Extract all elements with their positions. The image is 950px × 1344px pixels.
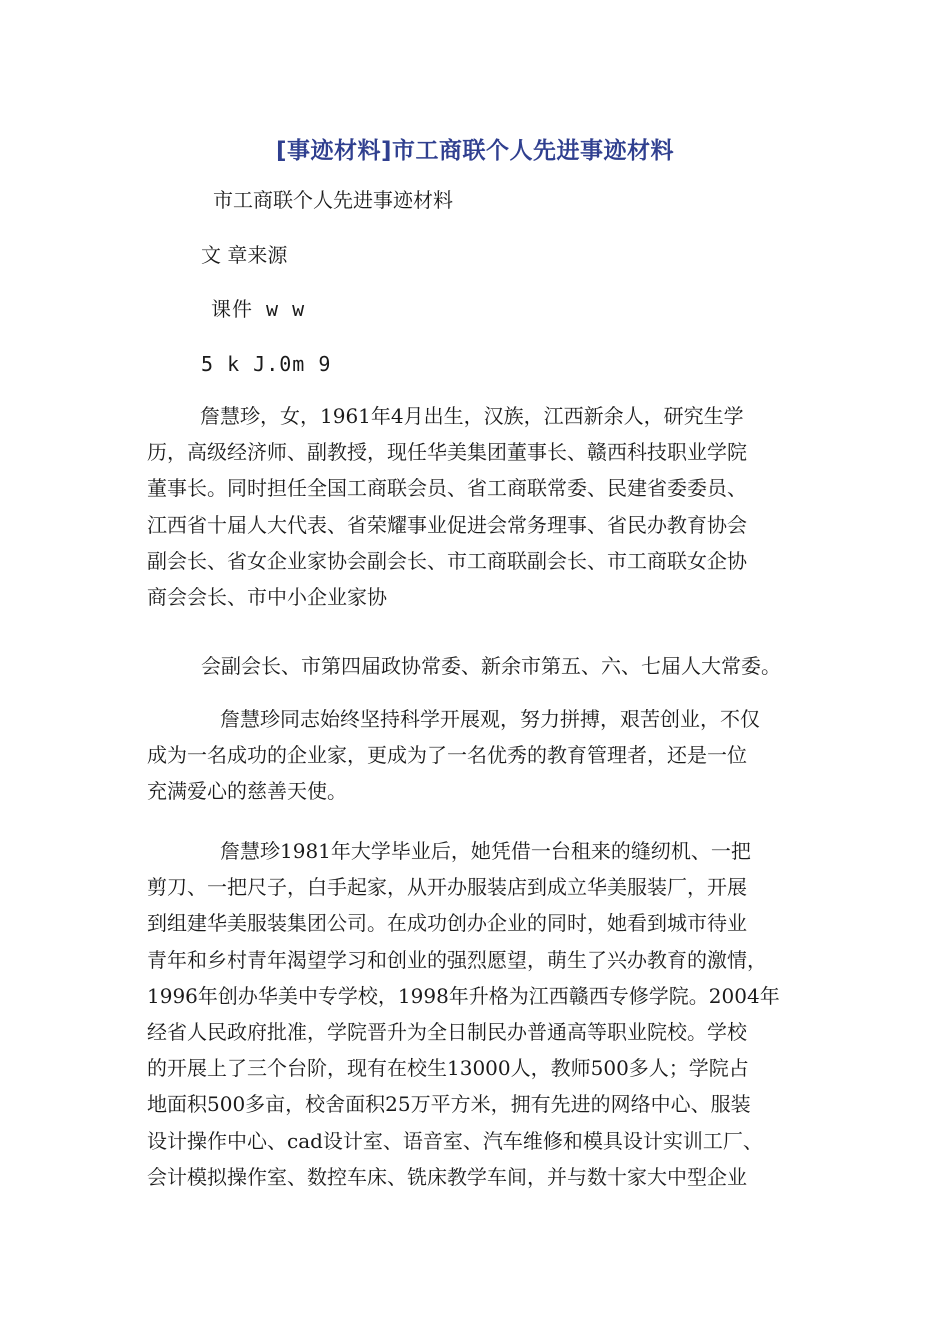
paragraph-line: 剪刀、一把尺子，白手起家，从开办服装店到成立华美服装厂，开展 — [147, 875, 747, 900]
paragraph-1 — [147, 398, 807, 615]
paragraph-line: 江西省十届人大代表、省荣耀事业促进会常务理事、省民办教育协会 — [147, 512, 747, 537]
paragraph-line: 詹慧珍，女，1961年4月出生，汉族，江西新余人，研究生学 — [200, 404, 744, 428]
paragraph-2 — [201, 648, 841, 684]
paragraph-3 — [147, 701, 807, 810]
paragraph-line: 经省人民政府批准，学院晋升为全日制民办普通高等职业院校。学校 — [147, 1020, 747, 1045]
paragraph-line: 的开展上了三个台阶，现有在校生13000人，教师500多人；学院占 — [147, 1056, 749, 1081]
paragraph-line: 到组建华美服装集团公司。在成功创办企业的同时，她看到城市待业 — [147, 911, 747, 936]
paragraph-line: 詹慧珍1981年大学毕业后，她凭借一台租来的缝纫机、一把 — [220, 839, 751, 863]
paragraph-line: 历，高级经济师、副教授，现任华美集团董事长、赣西科技职业学院 — [147, 440, 747, 465]
document-title: [事迹材料]市工商联个人先进事迹材料 — [275, 138, 675, 164]
paragraph-line: 地面积500多亩，校舍面积25万平方米，拥有先进的网络中心、服装 — [147, 1092, 751, 1117]
paragraph-line: 成为一名成功的企业家，更成为了一名优秀的教育管理者，还是一位 — [147, 743, 747, 768]
code-line: 5 k J.0m 9 — [201, 352, 332, 376]
paragraph-line: 青年和乡村青年渴望学习和创业的强烈愿望，萌生了兴办教育的激情， — [147, 947, 767, 972]
paragraph-line: 会副会长、市第四届政协常委、新余市第五、六、七届人大常委。 — [201, 654, 781, 678]
paragraph-line: 充满爱心的慈善天使。 — [147, 779, 347, 804]
source-line: 文 章来源 — [201, 243, 288, 267]
subtitle: 市工商联个人先进事迹材料 — [213, 188, 453, 212]
paragraph-line: 会计模拟操作室、数控车床、铣床教学车间，并与数十家大中型企业 — [147, 1164, 747, 1189]
paragraph-line: 副会长、省女企业家协会副会长、市工商联副会长、市工商联女企协 — [147, 548, 747, 573]
paragraph-line: 商会会长、市中小企业家协 — [147, 585, 387, 610]
paragraph-4 — [147, 833, 807, 1195]
courseware-line: 课件 w w — [211, 297, 306, 321]
paragraph-line: 詹慧珍同志始终坚持科学开展观，努力拼搏，艰苦创业，不仅 — [220, 707, 760, 731]
paragraph-line: 设计操作中心、cad设计室、语音室、汽车维修和模具设计实训工厂、 — [147, 1128, 763, 1153]
paragraph-line: 1996年创办华美中专学校，1998年升格为江西赣西专修学院。2004年 — [147, 983, 780, 1008]
paragraph-line: 董事长。同时担任全国工商联会员、省工商联常委、民建省委委员、 — [147, 476, 747, 501]
